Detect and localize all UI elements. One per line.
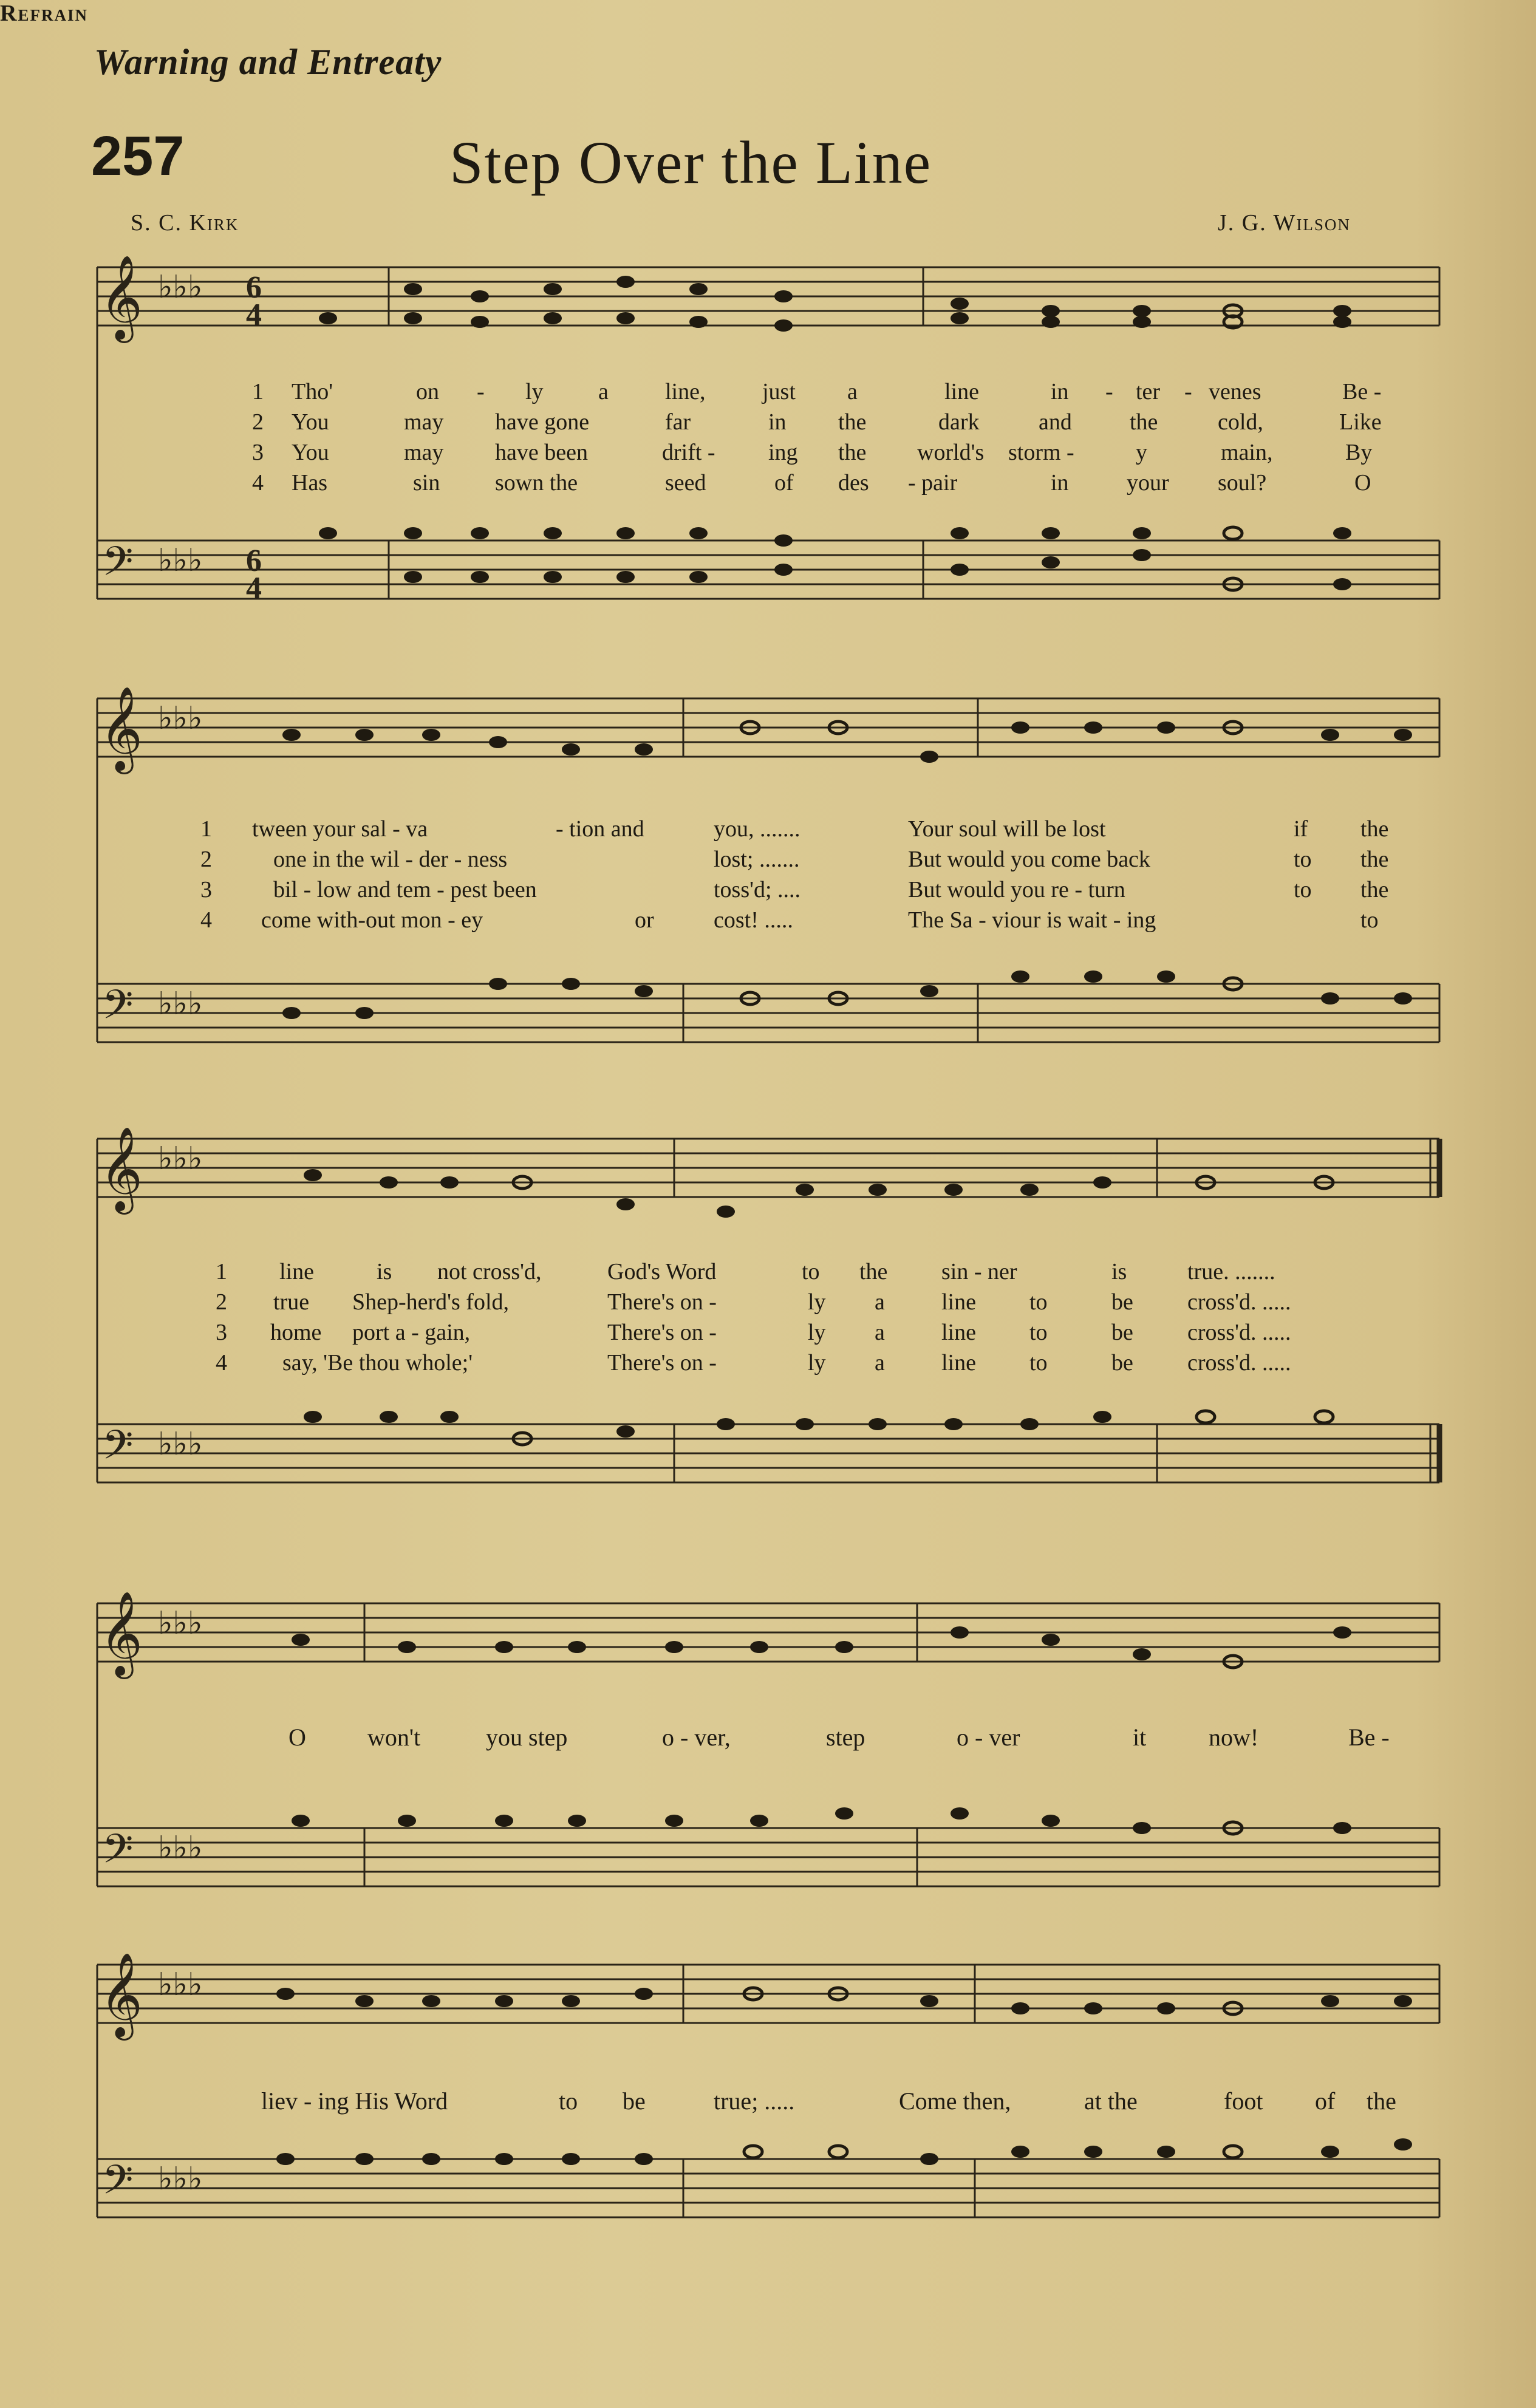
- hymn-title: Step Over the Line: [449, 129, 932, 196]
- flat-icon: ♭♭♭: [158, 1831, 203, 1866]
- treble-clef-icon: 𝄞: [100, 257, 143, 338]
- section-heading: Warning and Entreaty: [94, 42, 442, 82]
- music-system-refrain-1: [91, 1591, 1446, 1931]
- time-signature: 4: [246, 571, 262, 605]
- bass-clef-icon: 𝄢: [102, 984, 134, 1037]
- notes: [276, 1988, 1412, 2165]
- flat-icon: ♭♭♭: [158, 1968, 203, 2002]
- hymnal-page: Warning and Entreaty 257 Step Over the Line S. C. Kirk J. G. Wilson 𝄞 𝄢 ♭♭♭ ♭♭♭ 6 4 6 4 1 Tho' on - ly a line, just a line in - ter - venes Be - 2 You may have gone far in the dark and the cold, Like 3 You may have been drift - ing the world's storm - y main, By 4 Has sin sown the seed of des - pair in your soul? O 𝄞 𝄢 ♭♭♭ ♭♭♭ 1 tween your sal - va - tion and you, ....... Your soul will be lost if the 2 one in the wil - der - ness lost; ....... But would you come back to the 3 bil - low and tem - pest been toss'd; .... But would you re - turn to the 4 come with-out mon - ey or cost! ..... The Sa - viour is wait - ing to 𝄞 𝄢 ♭♭♭ ♭♭♭ 1 line is not cross'd, God's Word to the sin - ner is true. ....... 2 true Shep-herd's fold, There's on - ly a line to be cross'd. ..... 3 home port a - gain, There's on - ly a line to be cross'd. ..... 4 say, 'Be thou whole;' There's on - ly a line to be cross'd. ..... Refrain 𝄞 𝄢 ♭♭♭ ♭♭♭ O won't you step o - ver, step o - ver it now! Be - 𝄞 𝄢 ♭♭♭ ♭♭♭ liev - ing His Word to be true; ..... Come then, at the foot of the: [0, 0, 1536, 2408]
- flat-icon: ♭♭♭: [158, 1606, 203, 1641]
- notes: [319, 276, 1351, 590]
- composer-credit: J. G. Wilson: [1218, 210, 1351, 236]
- flat-icon: ♭♭♭: [158, 1142, 203, 1176]
- time-signature: 6: [246, 270, 262, 305]
- treble-clef-icon: 𝄞: [100, 688, 143, 769]
- treble-clef-icon: 𝄞: [100, 1128, 143, 1209]
- time-signature: 6: [246, 544, 262, 578]
- flat-icon: ♭♭♭: [158, 1427, 203, 1462]
- time-signature: 4: [246, 298, 262, 332]
- notes: [292, 1626, 1351, 1834]
- flat-icon: ♭♭♭: [158, 701, 203, 736]
- treble-clef-icon: 𝄞: [100, 1593, 143, 1674]
- hymn-number: 257: [91, 125, 185, 187]
- bass-clef-icon: 𝄢: [102, 2159, 134, 2212]
- flat-icon: ♭♭♭: [158, 987, 203, 1022]
- flat-icon: ♭♭♭: [158, 544, 203, 578]
- flat-icon: ♭♭♭: [158, 270, 203, 305]
- treble-clef-icon: 𝄞: [100, 1954, 143, 2035]
- bass-clef-icon: 𝄢: [102, 1828, 134, 1881]
- bass-clef-icon: 𝄢: [102, 541, 134, 594]
- flat-icon: ♭♭♭: [158, 2162, 203, 2197]
- refrain-label: Refrain: [0, 1, 88, 26]
- music-system-refrain-2: [91, 1953, 1446, 2293]
- bass-clef-icon: 𝄢: [102, 1424, 134, 1478]
- author-credit: S. C. Kirk: [131, 210, 239, 236]
